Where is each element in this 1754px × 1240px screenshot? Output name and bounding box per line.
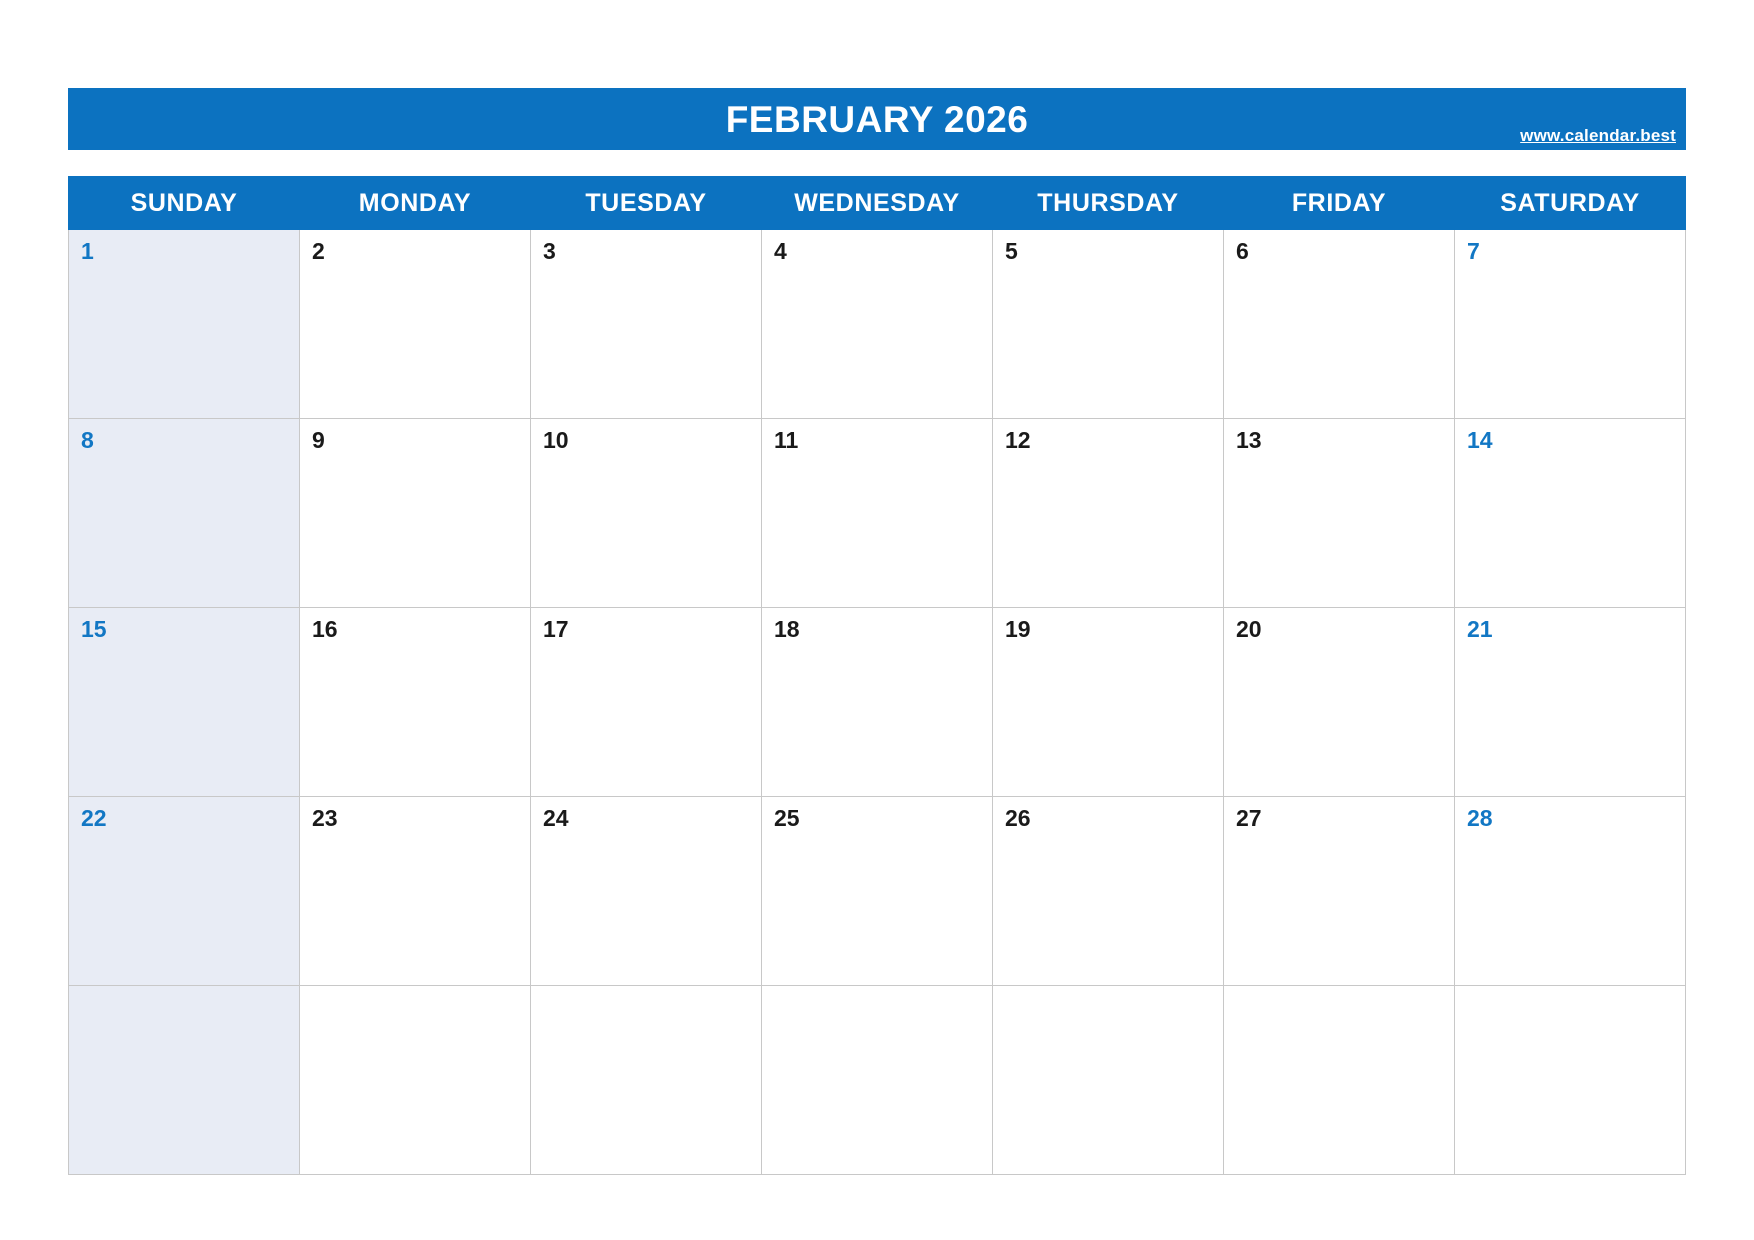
calendar-week-row (69, 986, 1686, 1175)
calendar-day-cell[interactable] (300, 797, 531, 986)
calendar-day-cell[interactable] (1224, 230, 1455, 419)
calendar-day-cell[interactable] (531, 419, 762, 608)
calendar-day-cell[interactable] (762, 608, 993, 797)
calendar-day-cell[interactable] (993, 986, 1224, 1175)
day-number: 10 (543, 427, 569, 453)
page-title: FEBRUARY 2026 (725, 98, 1029, 140)
weekday-header-tuesday: TUESDAY (531, 177, 762, 230)
monthly-calendar (68, 88, 1686, 1175)
calendar-day-cell[interactable] (531, 608, 762, 797)
calendar-day-cell[interactable] (531, 986, 762, 1175)
day-number: 16 (312, 616, 338, 642)
weekday-header-friday: FRIDAY (1224, 177, 1455, 230)
calendar-day-cell[interactable] (1455, 986, 1686, 1175)
weekday-header-wednesday: WEDNESDAY (762, 177, 993, 230)
calendar-grid (68, 176, 1686, 1175)
calendar-day-cell[interactable] (993, 797, 1224, 986)
day-number: 18 (774, 616, 800, 642)
day-number: 19 (1005, 616, 1031, 642)
calendar-day-cell[interactable] (762, 797, 993, 986)
calendar-day-cell[interactable] (69, 230, 300, 419)
day-number: 28 (1467, 805, 1493, 831)
day-number: 5 (1005, 238, 1018, 264)
calendar-day-cell[interactable] (993, 608, 1224, 797)
calendar-day-cell[interactable] (1224, 986, 1455, 1175)
calendar-week-row (69, 608, 1686, 797)
calendar-day-cell[interactable] (993, 419, 1224, 608)
day-number: 26 (1005, 805, 1031, 831)
calendar-day-cell[interactable] (762, 419, 993, 608)
website-link[interactable]: www.calendar.best (1520, 126, 1676, 145)
calendar-day-cell[interactable] (69, 419, 300, 608)
calendar-day-cell[interactable] (762, 230, 993, 419)
calendar-day-cell[interactable] (531, 230, 762, 419)
day-number: 6 (1236, 238, 1249, 264)
weekday-header-thursday: THURSDAY (993, 177, 1224, 230)
day-number: 27 (1236, 805, 1262, 831)
day-number: 1 (81, 238, 94, 264)
calendar-day-cell[interactable] (1224, 797, 1455, 986)
day-number: 24 (543, 805, 569, 831)
calendar-day-cell[interactable] (300, 986, 531, 1175)
calendar-week-row (69, 230, 1686, 419)
calendar-day-cell[interactable] (1455, 608, 1686, 797)
calendar-day-cell[interactable] (300, 230, 531, 419)
calendar-week-row (69, 797, 1686, 986)
weekday-header-saturday: SATURDAY (1455, 177, 1686, 230)
calendar-day-cell[interactable] (1455, 797, 1686, 986)
day-number: 23 (312, 805, 338, 831)
weekday-header-monday: MONDAY (300, 177, 531, 230)
day-number: 3 (543, 238, 556, 264)
calendar-body (69, 230, 1686, 1175)
day-number: 21 (1467, 616, 1493, 642)
calendar-day-cell[interactable] (1455, 419, 1686, 608)
calendar-week-row (69, 419, 1686, 608)
day-number: 25 (774, 805, 800, 831)
day-number: 11 (774, 427, 799, 453)
day-number: 4 (774, 238, 787, 264)
weekday-header-sunday: SUNDAY (69, 177, 300, 230)
calendar-day-cell[interactable] (69, 986, 300, 1175)
day-number: 22 (81, 805, 107, 831)
calendar-day-cell[interactable] (69, 608, 300, 797)
calendar-day-cell[interactable] (300, 608, 531, 797)
day-number: 13 (1236, 427, 1262, 453)
day-number: 7 (1467, 238, 1480, 264)
day-number: 14 (1467, 427, 1493, 453)
weekday-header-row (69, 177, 1686, 230)
calendar-day-cell[interactable] (1224, 608, 1455, 797)
calendar-day-cell[interactable] (1224, 419, 1455, 608)
day-number: 8 (81, 427, 94, 453)
calendar-day-cell[interactable] (993, 230, 1224, 419)
day-number: 15 (81, 616, 107, 642)
day-number: 2 (312, 238, 325, 264)
day-number: 9 (312, 427, 325, 453)
calendar-title-bar (68, 88, 1686, 150)
calendar-day-cell[interactable] (762, 986, 993, 1175)
day-number: 17 (543, 616, 569, 642)
calendar-day-cell[interactable] (69, 797, 300, 986)
day-number: 12 (1005, 427, 1031, 453)
day-number: 20 (1236, 616, 1262, 642)
calendar-day-cell[interactable] (531, 797, 762, 986)
calendar-day-cell[interactable] (1455, 230, 1686, 419)
calendar-day-cell[interactable] (300, 419, 531, 608)
